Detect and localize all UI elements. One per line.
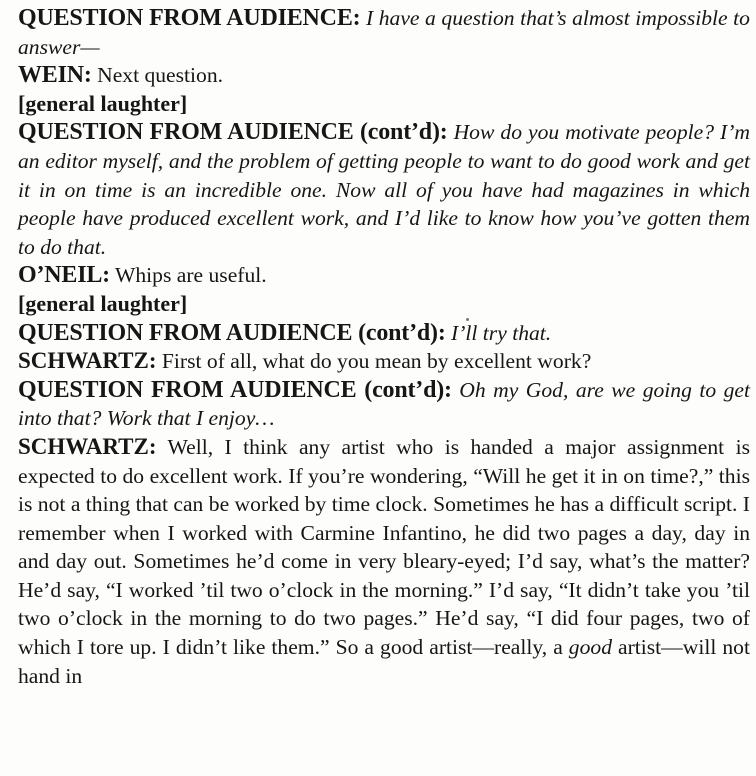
entry-text: First of all, what do you mean by excellent work? bbox=[161, 349, 592, 374]
entry-text: Oh my God, are we going to get into that? Work that I enjoy… bbox=[18, 377, 750, 431]
stage-direction bbox=[18, 290, 750, 319]
transcript-entry bbox=[18, 433, 750, 690]
entry-text: Whips are useful. bbox=[114, 263, 267, 288]
speaker-label: SCHWARTZ: bbox=[18, 348, 157, 374]
speaker-label: QUESTION FROM AUDIENCE: bbox=[18, 5, 361, 31]
transcript-entry bbox=[18, 376, 750, 433]
entry-text-before: Well, I think any artist who is handed a major assignment is expected to do excellent work. If you’re wondering, “Will he get it in on time?,” this is not a thing that can be worked by time clock. Sometimes he has a difficult script. I remember when I worked with Carmine Infantino, he did two pages a day, day in and day out. Sometimes he’d come in very bleary-eyed; I’d say, what’s the matter? He’d say, “I worked ’til two o’clock in the morning.” I’d say, “It didn’t take you ’til two o’clock in the morning to do two pages.” He’d say, “I did four pages, two of which I tore up. I didn’t like them.” So a good artist—really, a bbox=[18, 434, 750, 660]
entry-text: Next question. bbox=[97, 63, 224, 88]
speaker-label: QUESTION FROM AUDIENCE (cont’d): bbox=[18, 119, 448, 146]
speaker-label: WEIN: bbox=[18, 62, 92, 89]
stage-direction-text: [general laughter] bbox=[18, 290, 188, 316]
speaker-label: O’NEIL: bbox=[18, 262, 110, 289]
transcript-entry bbox=[18, 61, 750, 90]
speaker-label: SCHWARTZ: bbox=[18, 433, 157, 459]
transcript-entry bbox=[18, 319, 750, 348]
entry-text: I’ll try that. bbox=[451, 320, 552, 345]
stage-direction bbox=[18, 90, 750, 119]
transcript-entry bbox=[18, 118, 750, 261]
speaker-label: QUESTION FROM AUDIENCE (cont’d): bbox=[18, 376, 452, 403]
transcript-entry bbox=[18, 4, 750, 61]
speaker-label: QUESTION FROM AUDIENCE (cont’d): bbox=[18, 319, 446, 346]
stage-direction-text: [general laughter] bbox=[18, 90, 188, 116]
transcript-entry bbox=[18, 261, 750, 290]
paper-speck bbox=[466, 318, 469, 321]
transcript-entry bbox=[18, 347, 750, 376]
entry-text: I have a question that’s almost impossible to answer— bbox=[18, 6, 750, 59]
entry-text-after: artist—will not hand in bbox=[18, 635, 750, 688]
entry-text: How do you motivate people? I’m an editor myself, and the problem of getting people to want to do good work and get it in on time is an incredible one. Now all of you have had magazines in which people have produced excellent work, and I’d like to know how you’ve gotten them to do that. bbox=[18, 120, 751, 259]
emphasis-text: good bbox=[568, 635, 612, 660]
